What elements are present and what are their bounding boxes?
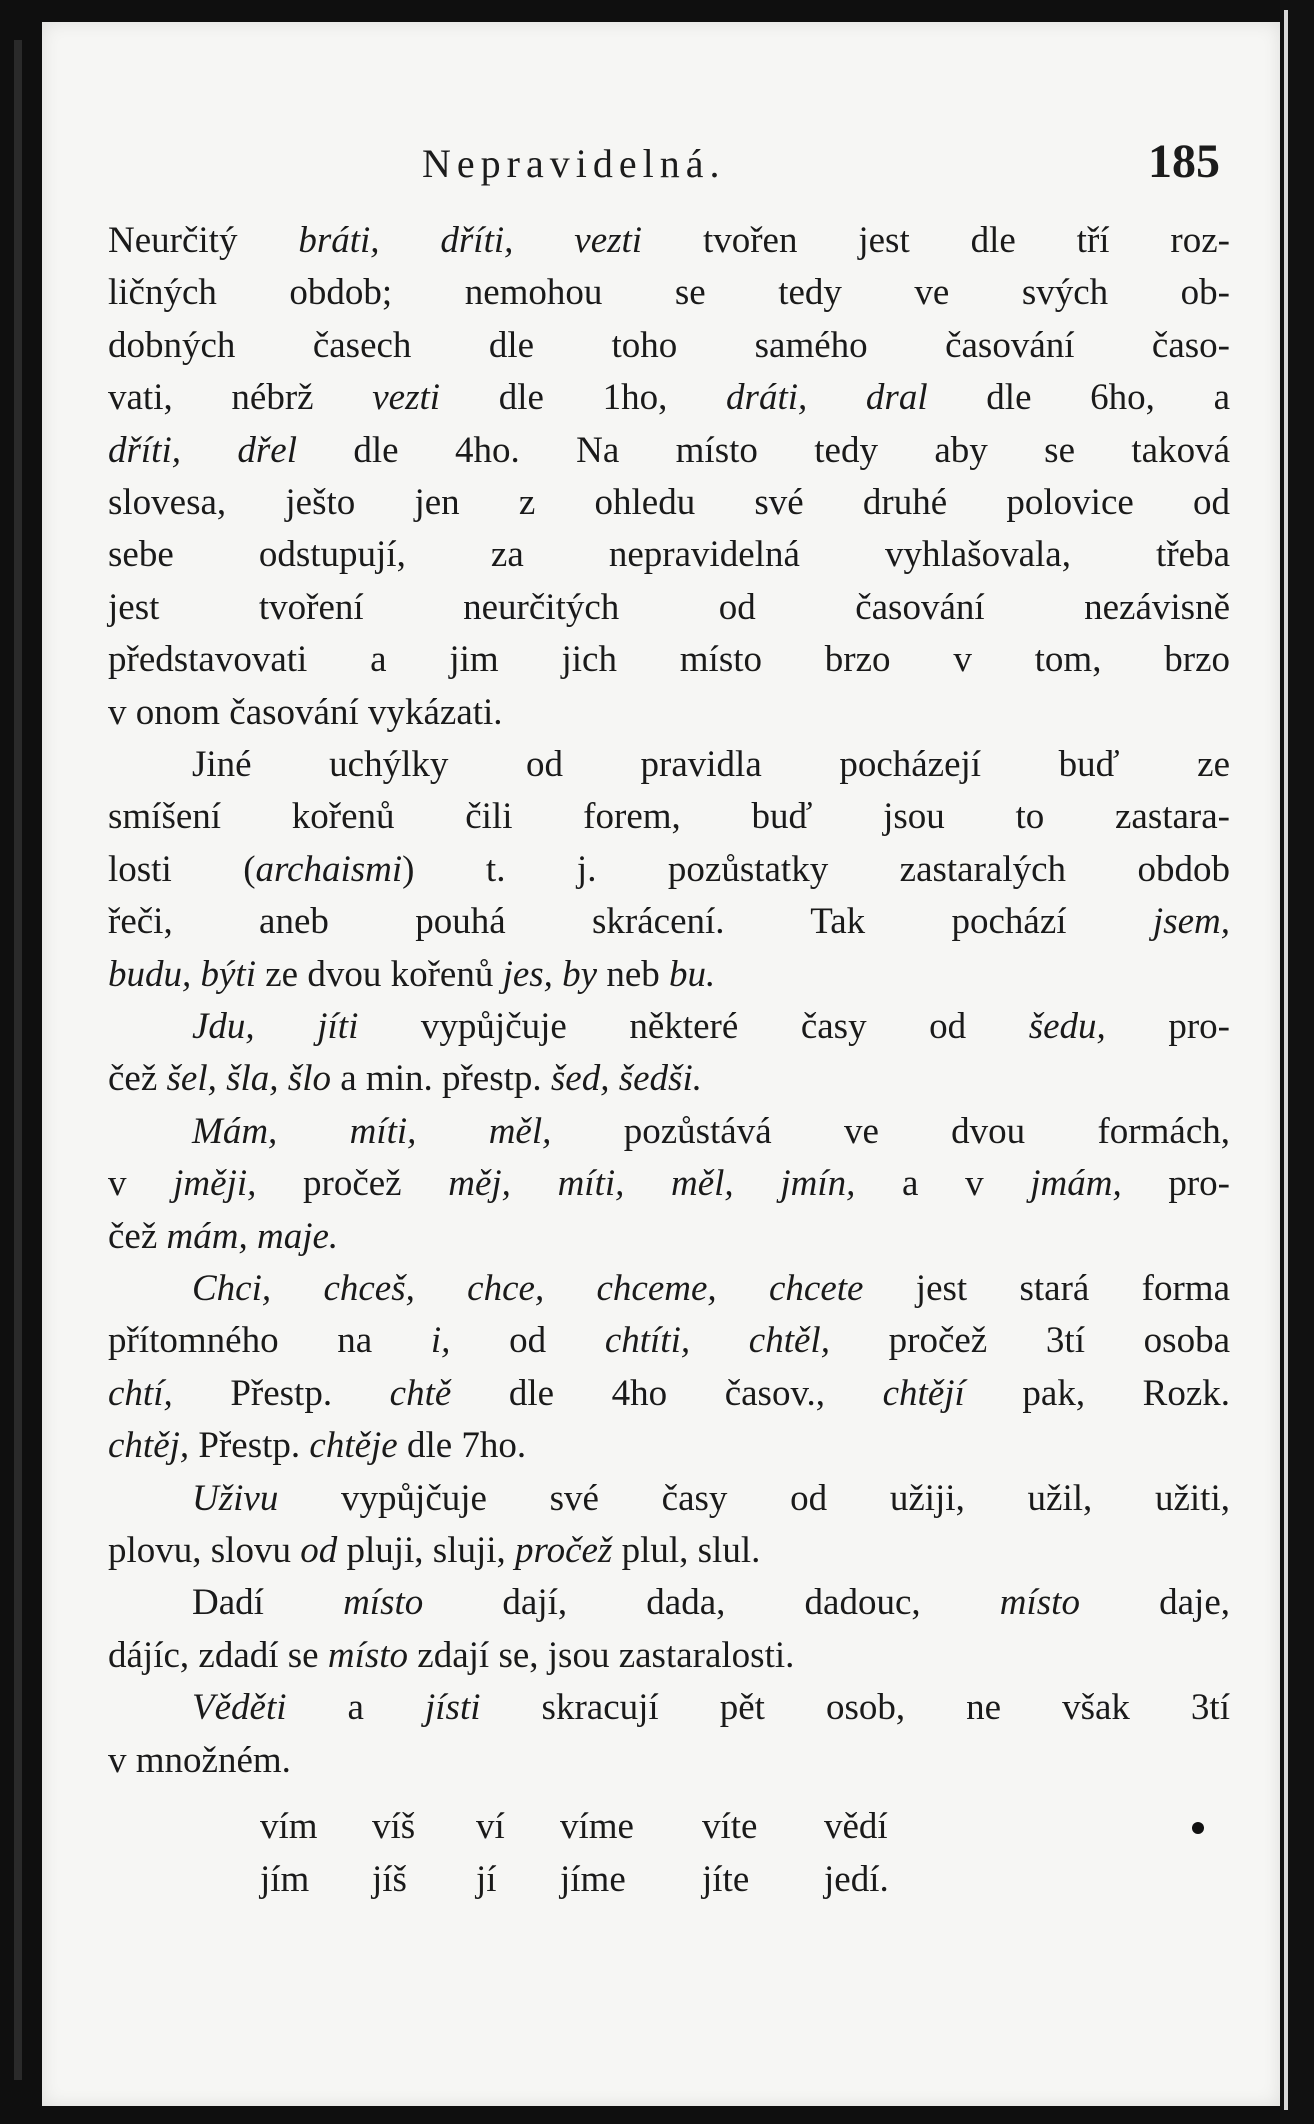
text-line (108, 1163, 1230, 1205)
text-run: dle 4ho. Na místo tedy aby se taková (296, 429, 1230, 471)
italic-word: pročež (515, 1530, 613, 1571)
text-run: dle 6ho, a (927, 377, 1231, 419)
text-line (108, 639, 1230, 681)
italic-word: bu. (669, 953, 716, 995)
conjugation-form: jí (476, 1859, 497, 1900)
text-run: vypůjčuje své časy od užiji, užil, užiti, (278, 1477, 1230, 1519)
text-run: vypůjčuje některé časy od (358, 1006, 1029, 1047)
text-run: neb (597, 953, 670, 995)
text-run: smíšení kořenů čili forem, buď jsou to zastara- (108, 796, 1230, 838)
text-run: dle 7ho. (397, 1425, 527, 1467)
text-line (108, 691, 1280, 733)
text-line (192, 1582, 1230, 1624)
conjugation-form: ví (476, 1806, 505, 1847)
text-run: dají, dada, dadouc, (423, 1582, 1000, 1624)
text-run: čež (108, 1215, 167, 1257)
conjugation-form: vím (260, 1806, 318, 1847)
italic-word: místo (327, 1634, 409, 1676)
print-speck (1192, 1822, 1204, 1834)
conjugation-form: jíme (560, 1859, 626, 1900)
text-run: slovesa, ješto jen z ohledu své druhé polovice od (108, 482, 1230, 523)
text-line (108, 222, 1230, 259)
italic-word: dráti, dral (726, 377, 928, 419)
italic-word: místo (343, 1582, 424, 1624)
italic-word: chtíti, chtěl, (604, 1320, 830, 1362)
text-run: plul, slul. (612, 1530, 761, 1571)
text-run: pročež (256, 1163, 449, 1205)
text-line (108, 1739, 1280, 1781)
text-line (108, 901, 1230, 943)
text-run: plovu, slovu (108, 1530, 301, 1571)
text-line (108, 1532, 1280, 1569)
italic-word: Mám, míti, měl, (192, 1110, 552, 1152)
italic-word: šedu, (1028, 1006, 1106, 1047)
italic-word: Uživu (192, 1477, 279, 1519)
text-line (108, 429, 1230, 471)
text-run: přítomného na (108, 1320, 431, 1362)
text-run: jest tvoření neurčitých od časování nezávisně (108, 586, 1230, 628)
italic-word: jměji, (173, 1163, 257, 1205)
text-run: v množném. (108, 1739, 291, 1781)
conjugation-form: jíš (372, 1859, 407, 1900)
text-run: ze dvou kořenů (255, 953, 503, 995)
text-run: v onom časování vykázati. (108, 691, 503, 733)
italic-word: bráti, dříti, vezti (298, 220, 643, 261)
book-page (42, 22, 1280, 2106)
text-run: losti ( (108, 848, 256, 890)
text-run: pro- (1121, 1163, 1230, 1205)
italic-word: šed, šedši. (550, 1058, 702, 1100)
text-run: čež (108, 1058, 167, 1100)
conjugation-form: jíte (702, 1859, 750, 1900)
conjugation-form: vědí (824, 1806, 888, 1847)
conjugation-form: jím (260, 1859, 310, 1900)
italic-word: měj, míti, měl, jmín, (448, 1163, 856, 1205)
italic-word: i, (430, 1320, 451, 1362)
italic-word: jmám, (1030, 1163, 1122, 1205)
italic-word: místo (999, 1582, 1080, 1624)
text-run: Dadí (192, 1582, 344, 1624)
text-run: daje, (1079, 1582, 1230, 1624)
text-run: sebe odstupují, za nepravidelná vyhlašovala, třeba (108, 534, 1230, 576)
italic-word: od (300, 1530, 338, 1571)
italic-word: jes, by (502, 953, 598, 995)
italic-word: Věděti (192, 1687, 287, 1729)
italic-word: šel, šla, šlo (166, 1058, 331, 1100)
text-run: a (286, 1687, 425, 1729)
text-line (192, 1687, 1230, 1729)
italic-word: chtějí (882, 1372, 965, 1414)
text-run: Jiné uchýlky od pravidla pocházejí buď ze (192, 744, 1230, 785)
text-line (108, 1634, 1280, 1676)
text-run: pak, Rozk. (964, 1372, 1230, 1414)
text-run: pozůstává ve dvou formách, (551, 1110, 1230, 1152)
italic-word: chtí, (108, 1372, 173, 1414)
text-run: dle 4ho časov., (451, 1372, 883, 1414)
italic-word: chtě (389, 1372, 452, 1414)
text-run: dájíc, zdadí se (108, 1634, 328, 1676)
text-run: jest stará forma (863, 1268, 1230, 1309)
text-line (108, 848, 1230, 890)
conjugation-row (260, 1853, 944, 1906)
text-run: pročež 3tí osoba (829, 1320, 1230, 1362)
text-line (192, 1477, 1230, 1519)
conjugation-row (260, 1800, 944, 1853)
text-line (108, 484, 1230, 521)
text-run: Neurčitý (108, 220, 299, 261)
text-run: od (450, 1320, 605, 1362)
book-spine-shadow (14, 40, 22, 2080)
italic-word: jísti (425, 1687, 481, 1729)
text-line (192, 1110, 1230, 1152)
text-run: ličných obdob; nemohou se tedy ve svých ob- (108, 272, 1230, 314)
text-line (108, 534, 1230, 576)
text-run: dobných časech dle toho samého časování časo- (108, 324, 1230, 366)
text-run: pluji, sluji, (337, 1530, 516, 1571)
text-run: řeči, aneb pouhá skrácení. Tak pochází (108, 901, 1153, 943)
conjugation-form: víme (560, 1806, 634, 1847)
text-run: pro- (1105, 1006, 1230, 1047)
italic-word: dříti, dřel (108, 429, 297, 471)
conjugation-form: víte (702, 1806, 758, 1847)
italic-word: budu, býti (108, 953, 256, 995)
text-run: dle 1ho, (440, 377, 727, 419)
text-line (192, 1270, 1230, 1307)
text-line (108, 272, 1230, 314)
text-line (108, 1372, 1230, 1414)
text-run: zdají se, jsou zastaralosti. (408, 1634, 795, 1676)
text-line (108, 586, 1230, 628)
text-line (108, 1425, 1280, 1467)
conjugation-form: jedí. (824, 1859, 889, 1900)
conjugation-form: víš (372, 1806, 416, 1847)
text-run: v (108, 1163, 174, 1205)
italic-word: Chci, chceš, chce, chceme, chcete (192, 1268, 864, 1309)
italic-word: chtěj, (108, 1425, 190, 1467)
text-line (108, 377, 1231, 419)
italic-word: vezti (372, 377, 441, 419)
page-edge-line (1284, 10, 1288, 2110)
page-number: 185 (1148, 135, 1220, 188)
text-run: ) t. j. pozůstatky zastaralých obdob (402, 848, 1230, 890)
text-run: Přestp. (172, 1372, 390, 1414)
italic-word: archaismi (255, 848, 403, 890)
text-line (108, 1320, 1230, 1362)
text-run: Přestp. (189, 1425, 310, 1467)
text-line (108, 1058, 1280, 1100)
text-run: a v (855, 1163, 1031, 1205)
text-run: vati, nébrž (108, 377, 373, 419)
text-line (192, 1008, 1230, 1045)
italic-word: chtěje (309, 1425, 398, 1467)
text-line (192, 746, 1230, 783)
text-run: skracují pět osob, ne však 3tí (480, 1687, 1230, 1729)
text-line (108, 796, 1230, 838)
running-head: Nepravidelná. (422, 141, 726, 186)
text-line (108, 953, 1280, 995)
italic-word: Jdu, jíti (192, 1006, 359, 1047)
conjugation-table (260, 1800, 944, 1906)
text-line (108, 1215, 1280, 1257)
text-run: a min. přestp. (331, 1058, 551, 1100)
italic-word: mám, maje. (166, 1215, 339, 1257)
italic-word: jsem, (1152, 901, 1230, 943)
text-run: tvořen jest dle tří roz- (642, 220, 1230, 261)
text-run: představovati a jim jich místo brzo v tom, brzo (108, 639, 1230, 681)
text-line (108, 324, 1230, 366)
